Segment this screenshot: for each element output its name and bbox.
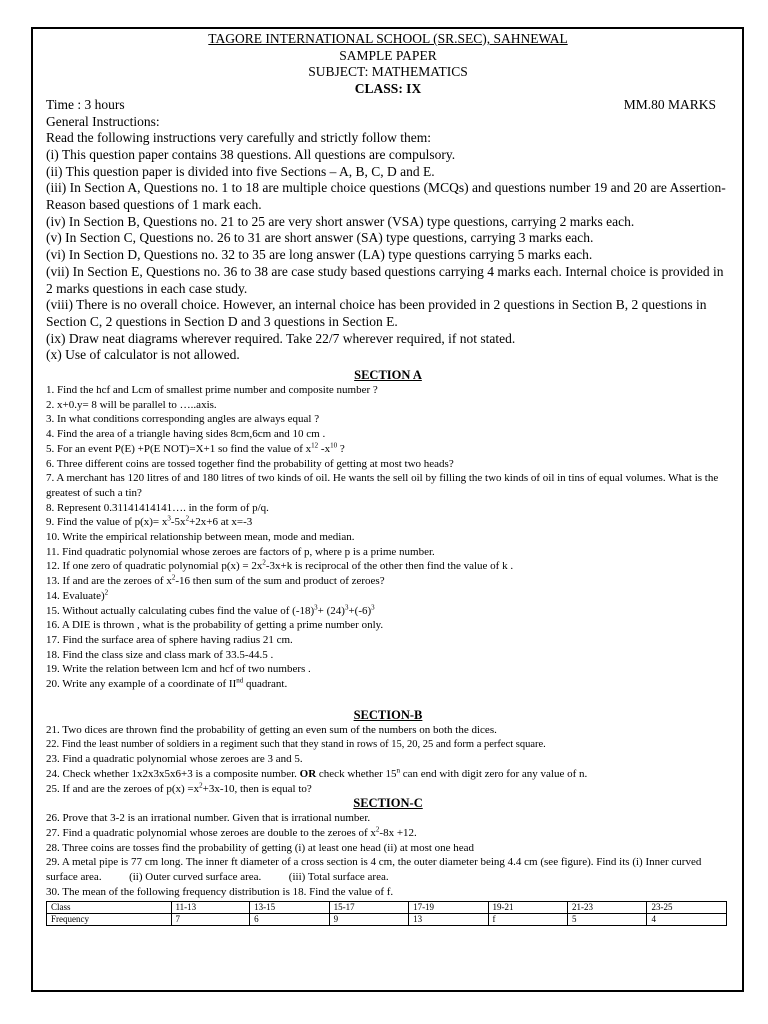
question-text: + (24) <box>317 604 345 617</box>
table-cell: 7 <box>171 913 250 925</box>
table-row <box>47 901 727 913</box>
section-c-questions <box>46 811 730 899</box>
table-row <box>47 913 727 925</box>
subject: SUBJECT: MATHEMATICS <box>308 64 468 79</box>
exponent: 3 <box>371 602 375 611</box>
table-cell: 11-13 <box>171 901 250 913</box>
question-text: ? <box>337 442 345 455</box>
question-text: 14. Evaluate) <box>46 589 105 602</box>
exponent: nd <box>236 676 244 685</box>
max-marks: MM.80 MARKS <box>623 97 716 112</box>
exponent: 2 <box>185 514 190 523</box>
question: 29. A metal pipe is 77 cm long. The inner ft diameter of a cross section is 4 cm, the outer diameter being 4.4 cm (see figure). Find its (i) Inner curved surface area. (ii) Outer curved surface area. (iii) Total surface area. <box>46 856 705 884</box>
instruction-item: (x) Use of calculator is not allowed. <box>46 347 240 363</box>
question <box>46 767 730 782</box>
exponent: 2 <box>171 573 176 582</box>
question: 21. Two dices are thrown find the probability of getting an even sum of the numbers on both the dices. <box>46 723 497 736</box>
instructions-title: General Instructions: <box>46 113 160 129</box>
question-text: -5x <box>170 516 186 529</box>
question: 19. Write the relation between lcm and hcf of two numbers . <box>46 663 311 676</box>
exponent: 3 <box>167 514 171 523</box>
section-a-title: SECTION A <box>354 368 422 383</box>
question-text: 27. Find a quadratic polynomial whose zeroes are double to the zeroes of x <box>46 827 376 840</box>
question: 3. In what conditions corresponding angles are always equal ? <box>46 413 320 426</box>
question-text: 5. For an event P(E) +P(E NOT)=X+1 so find the value of x <box>46 442 312 455</box>
question-text: +(-6) <box>348 604 372 617</box>
section-b-title: SECTION-B <box>353 707 423 722</box>
question <box>46 559 730 574</box>
question-text: check whether 15 <box>316 767 397 780</box>
question-paper <box>46 31 730 926</box>
question <box>46 515 730 530</box>
question: 26. Prove that 3-2 is an irrational number. Given that is irrational number. <box>46 812 371 825</box>
instruction-item: (viii) There is no overall choice. However, an internal choice has been provided in 2 questions in Section B, 2 questions in Section C, 2 questions in Section D and 3 questions in Section E. <box>46 297 707 329</box>
question: 22. Find the least number of soldiers in a regiment such that they stand in rows of 15, 20, 25 and form a perfect square. <box>46 738 546 750</box>
class-label: CLASS: IX <box>354 80 422 96</box>
question-text: 12. If one zero of quadratic polynomial p(x) = 2x <box>46 560 263 573</box>
table-cell: 19-21 <box>488 901 567 913</box>
instruction-item: (ii) This question paper is divided into five Sections – A, B, C, D and E. <box>46 163 435 179</box>
table-cell: 13 <box>409 913 488 925</box>
table-cell: 13-15 <box>250 901 329 913</box>
exponent: n <box>396 766 400 775</box>
section-a-questions <box>46 383 730 692</box>
question-text: 9. Find the value of p(x)= x <box>46 516 168 529</box>
question-text: 13. If and are the zeroes of x <box>46 575 172 588</box>
question-text: can end with digit zero for any value of n. <box>400 767 588 780</box>
instructions <box>46 114 730 365</box>
question: 8. Represent 0.31141414141…. in the form of p/q. <box>46 501 269 514</box>
question: 10. Write the empirical relationship between mean, mode and median. <box>46 531 355 544</box>
exponent: 3 <box>314 602 318 611</box>
instruction-item: (ix) Draw neat diagrams wherever required. Take 22/7 wherever required, if not stated. <box>46 330 516 346</box>
question-text: 15. Without actually calculating cubes find the value of (-18) <box>46 604 315 617</box>
question: 28. Three coins are tosses find the probability of getting (i) at least one head (ii) at most one head <box>46 841 475 854</box>
exponent: 2 <box>262 558 266 567</box>
instruction-item: (vi) In Section D, Questions no. 32 to 35 are long answer (LA) type questions carrying 5 marks each. <box>46 247 593 263</box>
question: 30. The mean of the following frequency distribution is 18. Find the value of f. <box>46 885 394 898</box>
question: 1. Find the hcf and Lcm of smallest prime number and composite number ? <box>46 384 378 397</box>
instruction-item: (iii) In Section A, Questions no. 1 to 18 are multiple choice questions (MCQs) and questions number 19 and 20 are Assertion-Reason based questions of 1 mark each. <box>46 180 726 213</box>
instructions-intro: Read the following instructions very carefully and strictly follow them: <box>46 130 432 146</box>
question-text: 24. Check whether 1x2x3x5x6+3 is a composite number. <box>46 767 300 780</box>
table-cell: 15-17 <box>329 901 408 913</box>
question: 6. Three different coins are tossed together find the probability of getting at most two heads? <box>46 457 454 470</box>
exponent: 2 <box>199 780 203 789</box>
question: 23. Find a quadratic polynomial whose zeroes are 3 and 5. <box>46 753 303 766</box>
exponent: 10 <box>330 441 338 450</box>
frequency-table <box>46 901 727 926</box>
question: 16. A DIE is thrown , what is the probability of getting a prime number only. <box>46 619 384 632</box>
table-cell: 6 <box>250 913 329 925</box>
section-b-questions <box>46 723 730 797</box>
question: 7. A merchant has 120 litres of and 180 litres of two kinds of oil. He wants the sell oil by filling the two kinds of oil in tins of equal volumes. What is the greatest of such a tin? <box>46 472 719 499</box>
time-marks-row <box>46 97 730 114</box>
table-cell: 21-23 <box>568 901 647 913</box>
question <box>46 589 730 604</box>
question <box>46 604 730 619</box>
table-cell: 5 <box>568 913 647 925</box>
table-cell: 9 <box>329 913 408 925</box>
question: 18. Find the class size and class mark of 33.5-44.5 . <box>46 648 274 661</box>
question: 2. x+0.y= 8 will be parallel to …..axis. <box>46 398 217 411</box>
time-label: Time : 3 hours <box>46 97 125 112</box>
question-text: -8x +12. <box>379 827 417 840</box>
question <box>46 442 730 457</box>
question-text: +3x-10, then is equal to? <box>202 782 312 795</box>
table-cell: f <box>488 913 567 925</box>
table-cell: 17-19 <box>409 901 488 913</box>
table-header-cell: Frequency <box>47 913 172 925</box>
question <box>46 826 730 841</box>
paper-title: SAMPLE PAPER <box>339 47 437 63</box>
question-text: +2x+6 at x=-3 <box>189 516 253 529</box>
question-text: -3x+k is reciprocal of the other then find the value of k . <box>265 560 514 573</box>
table-cell: 4 <box>647 913 727 925</box>
exponent: 2 <box>104 588 109 597</box>
instruction-item: (i) This question paper contains 38 questions. All questions are compulsory. <box>46 146 456 162</box>
spacer <box>46 692 730 704</box>
question-text: 25. If and are the zeroes of p(x) =x <box>46 782 200 795</box>
instruction-item: (v) In Section C, Questions no. 26 to 31 are short answer (SA) type questions, carrying 3 marks each. <box>46 230 594 246</box>
question: 4. Find the area of a triangle having sides 8cm,6cm and 10 cm . <box>46 428 326 441</box>
question <box>46 782 730 797</box>
school-name: TAGORE INTERNATIONAL SCHOOL (SR.SEC), SAHNEWAL <box>208 31 568 46</box>
question <box>46 574 730 589</box>
question: 11. Find quadratic polynomial whose zeroes are factors of p, where p is a prime number. <box>46 545 435 558</box>
instruction-item: (iv) In Section B, Questions no. 21 to 25 are very short answer (VSA) type questions, carrying 2 marks each. <box>46 213 635 229</box>
question <box>46 677 730 692</box>
question-text: -16 then sum of the sum and product of zeroes? <box>175 575 385 588</box>
exponent: 2 <box>375 825 380 834</box>
table-header-cell: Class <box>47 901 172 913</box>
instruction-item: (vii) In Section E, Questions no. 36 to 38 are case study based questions carrying 4 marks each. Internal choice is provided in 2 marks questions in each case study. <box>46 263 724 296</box>
question-text: 20. Write any example of a coordinate of II <box>46 678 237 691</box>
question-text: -x <box>318 442 331 455</box>
or-label: OR <box>299 767 317 780</box>
question: 17. Find the surface area of sphere having radius 21 cm. <box>46 634 293 646</box>
section-c-title: SECTION-C <box>353 796 423 811</box>
table-cell: 23-25 <box>647 901 727 913</box>
question-text: quadrant. <box>243 678 288 691</box>
exponent: 3 <box>344 602 349 611</box>
exponent: 12 <box>311 441 319 450</box>
